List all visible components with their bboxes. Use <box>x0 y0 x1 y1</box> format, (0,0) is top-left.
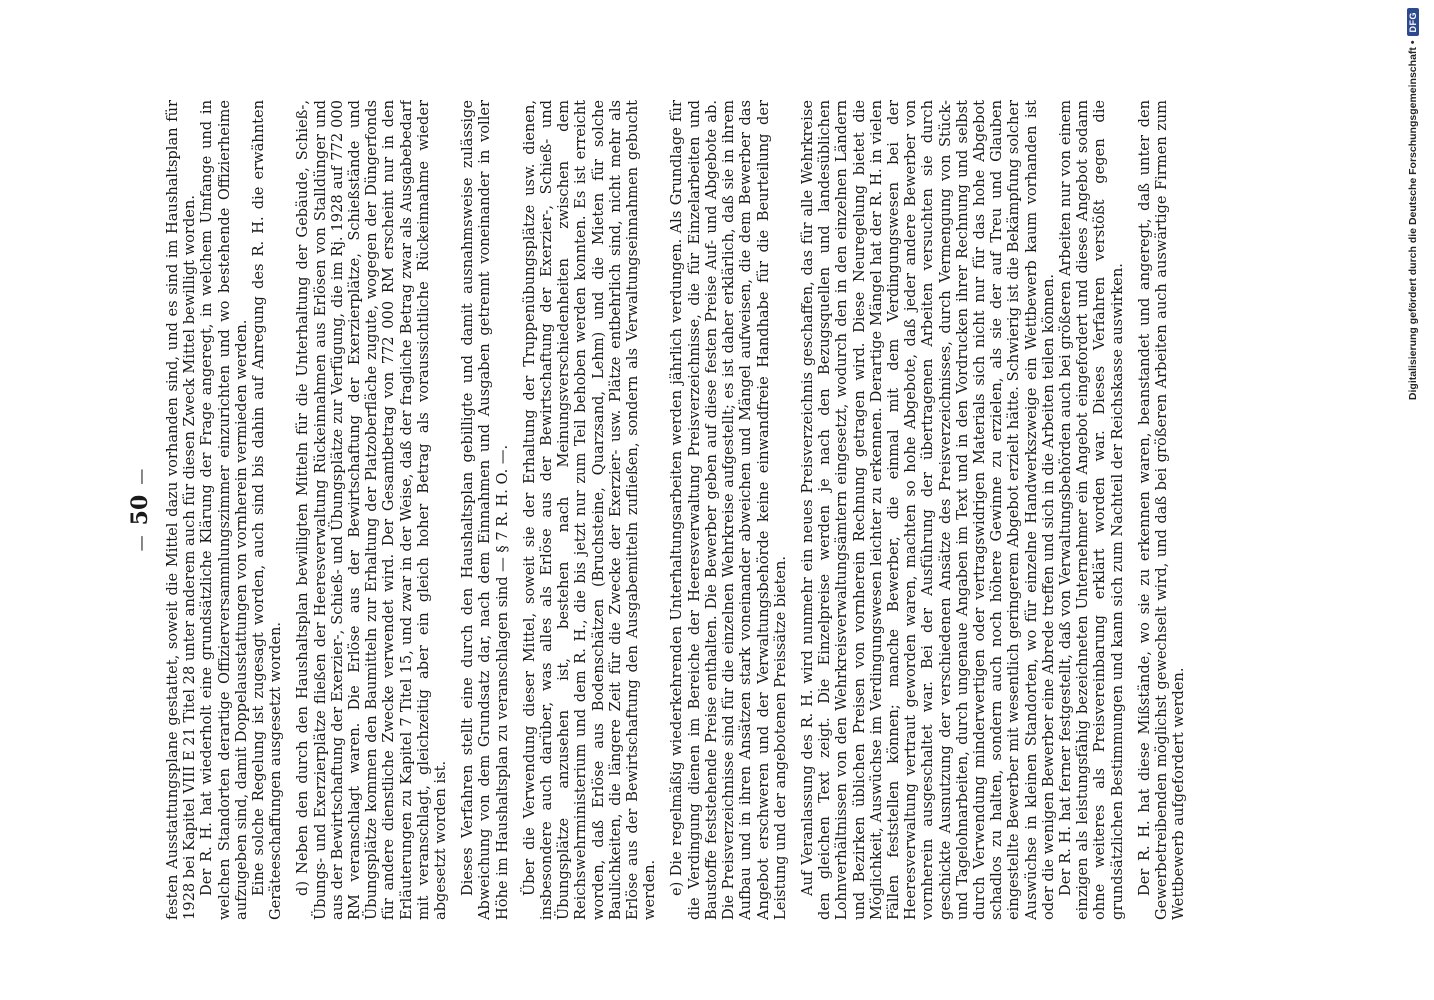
paragraph: e) Die regelmäßig wiederkehrenden Unterhaltungsarbeiten werden jährlich verdungen. Als Grundlage für die Verdingung dienen im Bereiche der Heeresverwaltung Preisverzeichnisse, die für Einzelarbeiten und Baustoffe feststehende Preise enthalten. Die Bewerber geben auf diese festen Preise Auf- und Abgebote ab. Die Preisverzeichnisse sind für die einzelnen Wehrkreise aufgestellt; es ist daher erklärlich, daß sie in ihrem Aufbau und in ihren Ansätzen stark voneinander abweichen und Mängel aufweisen, die dem Bewerber das Angebot erschweren und der Verwaltungsbehörde keine einwandfreie Handhabe für die Beurteilung der Leistung und der angebotenen Preissätze bieten. <box>668 100 789 920</box>
digitization-credit <box>1398 8 1428 992</box>
paragraph: Der R. H. hat wiederholt eine grundsätzliche Klärung der Frage angeregt, in welchem Umfange und in welchen Standorten derartige Offizierversammlungszimmer einzurichten und wo bestehende Offizierheime aufzugeben sind, damit Doppelausstattungen von vornherein vermieden werden. <box>198 100 250 920</box>
paragraph: Über die Verwendung dieser Mittel, soweit sie der Erhaltung der Truppenübungsplätze usw. dienen, insbesondere auch darüber, was alles als Erlöse aus der Bewirtschaftung der Exerzier-, Schieß- und Übungsplätze anzusehen ist, bestehen nach Meinungsverschiedenheiten zwischen dem Reichswehrministerium und dem R. H., die bis jetzt nur zum Teil behoben werden konnten. Es ist erreicht worden, daß Erlöse aus Bodenschätzen (Bruchsteine, Quarzsand, Lehm) und die Mieten für solche Baulichkeiten, die längere Zeit für die Zwecke der Exerzier- usw. Plätze entbehrlich sind, nicht mehr als Erlöse aus der Bewirtschaftung den Ausgabemitteln zufließen, sondern als Verwaltungseinnahmen gebucht werden. <box>520 100 659 920</box>
page-header <box>120 80 160 940</box>
credit-text: Digitalisierung gefördert durch die Deutsche Forschungsgemeinschaft • <box>1407 40 1419 401</box>
page-number: 50 <box>127 494 153 526</box>
header-dash-left: — <box>130 535 150 552</box>
paragraph: Der R. H. hat ferner festgestellt, daß von Verwaltungsbehörden auch bei größeren Arbeiten nur von einem einzigen als leistungsfähig bezeichneten Unternehmer ein Angebot eingefordert und dieses Angebot sodann ohne weiteres als Preisvereinbarung erklärt worden war. Dieses Verfahren verstößt gegen die grundsätzlichen Bestimmungen und kann sich zum Nachteil der Reichskasse auswirken. <box>1056 100 1126 920</box>
paragraph: d) Neben den durch den Haushaltsplan bewilligten Mitteln für die Unterhaltung der Gebäude, Schieß-, Übungs- und Exerzierplätze fließen der Heeresverwaltung Rückeinnahmen aus Erlösen von Stalldünger und aus der Bewirtschaftung der Exerzier-, Schieß- und Übungsplätze zur Verfügung, die im Rj. 1928 auf 772 000 RM veranschlagt waren. Die Erlöse aus der Bewirtschaftung der Exerzierplätze, Schießstände und Übungsplätze kommen den Baumitteln zur Erhaltung der Platzoberfläche zugute, wogegen der Düngerfonds für andere dienstliche Zwecke verwendet wird. Der Gesamtbetrag von 772 000 RM erscheint nur in den Erläuterungen zu Kapitel 7 Titel 15, und zwar in der Weise, daß der fragliche Betrag zwar als Ausgabebedarf mit veranschlagt, gleichzeitig aber ein gleich hoher Betrag als voraussichtliche Rückeinnahme wieder abgesetzt worden ist. <box>294 100 450 920</box>
paragraph: Eine solche Regelung ist zugesagt worden, auch sind bis dahin auf Anregung des R. H. die erwähnten Geräteeschaffungen ausgesetzt worden. <box>250 100 285 920</box>
page-body <box>164 100 1282 920</box>
header-dash-right: — <box>130 468 150 485</box>
dfg-logo: DFG <box>1407 8 1419 37</box>
paragraph: Auf Veranlassung des R. H. wird nunmehr ein neues Preisverzeichnis geschaffen, das für alle Wehrkreise den gleichen Text zeigt. Die Einzelpreise werden je nach den Bezugsquellen und landesüblichen Lohnverhältnissen von den Wehrkreisverwaltungsämtern eingesetzt, wodurch den in den einzelnen Ländern und Bezirken üblichen Preisen von vornherein Rechnung getragen wird. Diese Neuregelung bietet die Möglichkeit, Auswüchse im Verdingungswesen leichter zu erkennen. Derartige Mängel hat der R. H. in vielen Fällen feststellen können; manche Bewerber, die einmal mit dem Verdingungswesen bei der Heeresverwaltung vertraut geworden waren, machten so hohe Abgebote, daß jeder andere Bewerber von vornherein ausgeschaltet war. Bei der Ausführung der übertragenen Arbeiten versuchten sie durch geschickte Ausnutzung der verschiedenen Ansätze des Preisverzeichnisses, durch Vermengung von Stück- und Tagelohnarbeiten, durch ungenaue Angaben im Text und in den Vordrucken ihrer Rechnung und selbst durch Verwendung minderwertigen oder vertragswidrigen Materials sich nicht nur für das hohe Abgebot schadlos zu halten, sondern auch noch höhere Gewinne zu erzielen, als sie der auf Treu und Glauben eingestellte Bewerber mit wesentlich geringerem Abgebot erzielt hätte. Schwierig ist die Bekämpfung solcher Auswüchse in kleinen Standorten, wo für einzelne Handwerkszweige ein Wettbewerb kaum vorhanden ist oder die wenigen Bewerber eine Abrede treffen und sich in die Arbeiten teilen können. <box>798 100 1057 920</box>
paragraph: festen Ausstattungsplane gestattet, soweit die Mittel dazu vorhanden sind, und es sind im Haushaltsplan für 1928 bei Kapitel VIII E 21 Titel 28 unter anderem auch für diesen Zweck Mittel bewilligt worden. <box>164 100 199 920</box>
paragraph: Der R. H. hat diese Mißstände, wo sie zu erkennen waren, beanstandet und angeregt, daß unter den Gewerbetreibenden möglichst gewechselt wird, und daß bei größeren Arbeiten auch auswärtige Firmen zum Wettbewerb aufgefordert werden. <box>1135 100 1188 920</box>
scanned-page <box>120 80 1290 940</box>
paragraph: Dieses Verfahren stellt eine durch den Haushaltsplan gebilligte und damit ausnahmsweise zulässige Abweichung von dem Grundsatz dar, nach dem Einnahmen und Ausgaben getrennt voneinander in voller Höhe im Haushaltsplan zu veranschlagen sind — § 7 R. H. O. —. <box>459 100 511 920</box>
